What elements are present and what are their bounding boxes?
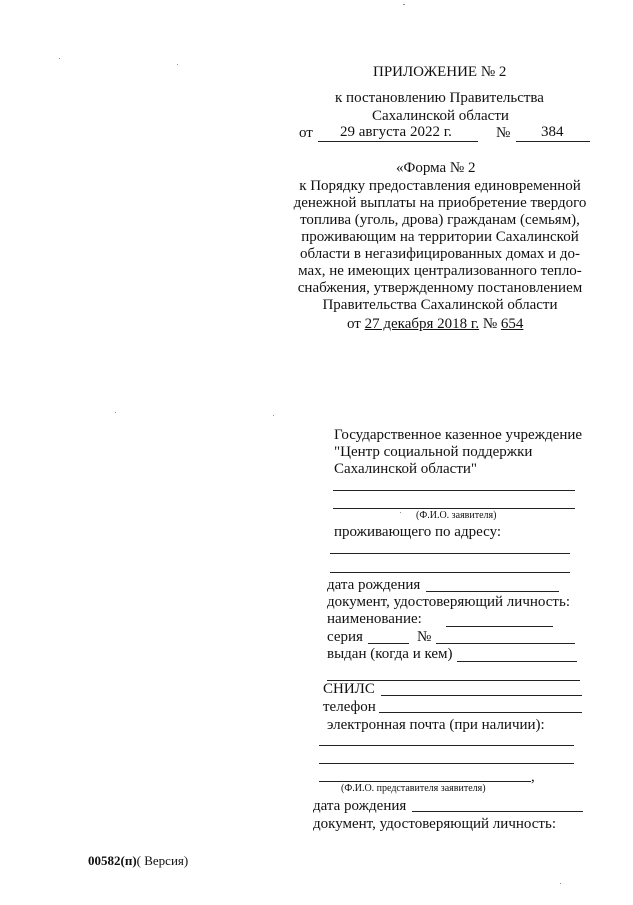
id-document-label: документ, удостоверяющий личность: (327, 594, 570, 610)
form-note-line-1: к Порядку предоставления единовременной (299, 178, 581, 194)
resolution-number: 384 (541, 124, 564, 140)
snils-label: СНИЛС (323, 681, 375, 697)
ref-number: 654 (500, 316, 524, 332)
email-line-1[interactable] (319, 745, 574, 746)
reference-line (347, 316, 523, 333)
residing-label: проживающего по адресу: (334, 524, 502, 540)
birth-date-label: дата рождения (327, 577, 421, 593)
scan-speck (177, 64, 178, 65)
doc-name-label: наименование: (327, 611, 422, 627)
ref-from-label: от (347, 316, 361, 332)
form-note-line-3: топлива (уголь, дрова) гражданам (семьям), (300, 212, 580, 228)
scan-speck (59, 58, 60, 59)
scan-speck (273, 415, 274, 416)
form-note-line-7: снабжения, утвержденному постановлением (297, 280, 583, 296)
document-code (88, 852, 188, 869)
issued-label: выдан (когда и кем) (327, 646, 453, 662)
document-code-number: 00582(п) (88, 853, 137, 868)
series-field[interactable] (368, 643, 409, 644)
document-version: ( Версия) (136, 853, 189, 868)
rep-id-document-label: документ, удостоверяющий личность: (313, 816, 556, 832)
date-underline (318, 141, 478, 142)
representative-comma: , (531, 769, 535, 785)
form-note-line-4: проживающим на территории Сахалинской (301, 229, 579, 245)
representative-fio-line[interactable] (319, 781, 531, 782)
ref-date: 27 декабря 2018 г. (364, 316, 480, 332)
birth-date-field[interactable] (426, 591, 559, 592)
applicant-fio-line-2[interactable] (333, 508, 575, 509)
from-label: от (299, 125, 313, 141)
representative-fio-caption: (Ф.И.О. представителя заявителя) (341, 783, 486, 794)
series-label: серия (327, 629, 363, 645)
region: Сахалинской области (372, 108, 509, 124)
addressee-line-2: "Центр социальной поддержки (334, 444, 533, 460)
scan-speck (403, 4, 405, 5)
phone-field[interactable] (379, 712, 582, 713)
form-note-line-8: Правительства Сахалинской области (322, 297, 558, 313)
phone-label: телефон (323, 699, 376, 715)
number-underline (516, 141, 590, 142)
form-title: «Форма № 2 (396, 160, 476, 176)
scan-speck (400, 512, 401, 513)
addressee-line-3: Сахалинской области" (334, 461, 478, 477)
rep-birth-date-field[interactable] (412, 811, 583, 812)
applicant-fio-caption: (Ф.И.О. заявителя) (416, 510, 497, 521)
appendix-title: ПРИЛОЖЕНИЕ № 2 (373, 64, 507, 80)
doc-name-field[interactable] (446, 626, 553, 627)
form-note-line-5: области в негазифицированных домах и до- (300, 246, 580, 262)
issued-field[interactable] (457, 661, 577, 662)
email-label: электронная почта (при наличии): (327, 717, 545, 733)
form-note-line-6: мах, не имеющих централизованного тепло- (298, 263, 582, 279)
form-note-line-2: денежной выплаты на приобретение твердого (293, 195, 587, 211)
rep-birth-date-label: дата рождения (313, 798, 407, 814)
addressee-line-1: Государственное казенное учреждение (334, 427, 583, 443)
to-resolution: к постановлению Правительства (335, 90, 544, 106)
ref-number-label: № (482, 316, 498, 332)
scan-speck (115, 412, 116, 413)
scan-speck (560, 883, 561, 884)
applicant-fio-line-1[interactable] (333, 490, 575, 491)
doc-number-label: № (417, 629, 432, 645)
address-line-2[interactable] (330, 572, 570, 573)
snils-field[interactable] (381, 695, 582, 696)
resolution-date: 29 августа 2022 г. (340, 124, 452, 140)
doc-number-field[interactable] (436, 643, 575, 644)
email-line-2[interactable] (319, 763, 574, 764)
number-label: № (496, 125, 511, 141)
address-line-1[interactable] (330, 553, 570, 554)
